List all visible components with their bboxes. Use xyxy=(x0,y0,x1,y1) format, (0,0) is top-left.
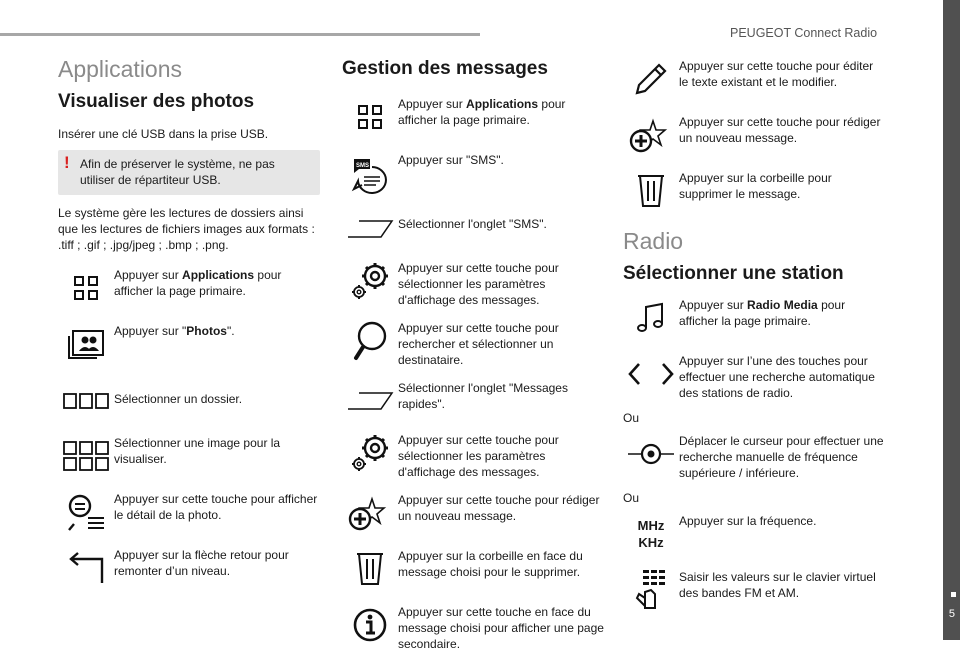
step-text: Appuyer sur Applications pour afficher la page primaire. xyxy=(398,97,566,127)
warning-icon: ! xyxy=(64,153,70,172)
subtitle-photos: Visualiser des photos xyxy=(58,91,255,112)
step-row xyxy=(58,321,320,367)
step-text: Appuyer sur la fréquence. xyxy=(679,514,817,528)
search-list-icon xyxy=(58,489,114,535)
step-row xyxy=(342,150,604,196)
step-row xyxy=(623,295,885,341)
section-title-applications: Applications xyxy=(58,56,183,82)
step-text: Appuyer sur cette touche pour rechercher et sélectionner un destinataire. xyxy=(398,321,559,367)
step-text: Saisir les valeurs sur le clavier virtuel des bandes FM et AM. xyxy=(679,570,876,600)
mhz-label: MHz xyxy=(637,518,665,533)
step-row xyxy=(623,567,885,613)
page-number: 5 xyxy=(948,608,955,620)
step-row xyxy=(58,265,320,311)
step-text: Appuyer sur "Photos". xyxy=(114,324,235,338)
images-grid-icon xyxy=(58,433,114,479)
usb-intro: Insérer une clé USB dans la prise USB. xyxy=(58,127,269,141)
photos-icon xyxy=(58,321,114,367)
step-text: Appuyer sur cette touche pour sélectionner les paramètres d'affichage des messages. xyxy=(398,261,559,307)
chevrons-icon xyxy=(623,351,679,397)
section-title-radio: Radio xyxy=(623,228,684,254)
step-row xyxy=(623,112,885,158)
subtitle-messages: Gestion des messages xyxy=(342,58,548,79)
info-icon xyxy=(342,602,398,648)
step-row xyxy=(623,431,885,481)
step-row xyxy=(342,602,604,652)
step-row xyxy=(623,56,885,102)
step-text: Appuyer sur cette touche en face du message choisi pour afficher une page secondaire. xyxy=(398,605,604,651)
column-photos xyxy=(58,50,320,601)
step-text: Appuyer sur la corbeille en face du message choisi pour le supprimer. xyxy=(398,549,583,579)
step-text: Appuyer sur la corbeille pour supprimer le message. xyxy=(679,171,832,201)
manual-title: PEUGEOT Connect Radio xyxy=(730,26,878,40)
column-radio xyxy=(623,56,885,623)
grid-icon xyxy=(342,94,398,140)
step-text: Appuyer sur cette touche pour sélectionner les paramètres d'affichage des messages. xyxy=(398,433,559,479)
step-text: Appuyer sur Radio Media pour afficher la page primaire. xyxy=(679,298,846,328)
tab-icon xyxy=(342,206,398,252)
step-row xyxy=(342,206,604,252)
or-label: Ou xyxy=(623,491,640,505)
step-text: Appuyer sur "SMS". xyxy=(398,153,504,167)
folders-icon xyxy=(58,377,114,423)
step-row xyxy=(58,433,320,479)
search-icon xyxy=(342,318,398,364)
step-row xyxy=(342,546,604,592)
grid-icon xyxy=(58,265,114,311)
music-note-icon xyxy=(623,295,679,341)
step-text: Appuyer sur l’une des touches pour effectuer une recherche automatique des stations de radio. xyxy=(679,354,875,400)
khz-label: KHz xyxy=(638,535,664,550)
svg-text:SMS: SMS xyxy=(356,163,370,169)
step-text: Appuyer sur cette touche pour rédiger un nouveau message. xyxy=(679,115,881,145)
column-messages xyxy=(342,50,604,662)
page-marker xyxy=(951,592,956,597)
trash-icon xyxy=(623,168,679,214)
step-text: Sélectionner un dossier. xyxy=(114,392,243,406)
new-message-icon xyxy=(623,112,679,158)
warning-note xyxy=(58,150,320,195)
subtitle-station: Sélectionner une station xyxy=(623,263,844,284)
step-text: Sélectionner une image pour la visualiser. xyxy=(114,436,281,466)
settings-icon xyxy=(342,430,398,476)
step-row xyxy=(342,490,604,536)
step-text: Appuyer sur cette touche pour rédiger un nouveau message. xyxy=(398,493,600,523)
step-row xyxy=(58,377,320,423)
settings-icon xyxy=(342,258,398,304)
step-text: Déplacer le curseur pour effectuer une recherche manuelle de fréquence supérieure / inférieure. xyxy=(679,434,884,480)
step-row xyxy=(58,489,320,535)
back-arrow-icon xyxy=(58,545,114,591)
tab-icon xyxy=(342,378,398,424)
warning-text: Afin de préserver le système, ne pas utiliser de répartiteur USB. xyxy=(80,157,275,187)
slider-icon xyxy=(623,431,679,477)
step-row xyxy=(58,545,320,591)
step-text: Appuyer sur Applications pour afficher la page primaire. xyxy=(114,268,282,298)
step-text: Appuyer sur la flèche retour pour remonter d’un niveau. xyxy=(114,548,289,578)
new-message-icon xyxy=(342,490,398,536)
step-row xyxy=(342,430,604,480)
step-text: Sélectionner l'onglet "SMS". xyxy=(398,217,547,231)
or-label: Ou xyxy=(623,411,640,425)
step-row xyxy=(342,94,604,140)
step-row xyxy=(342,318,604,368)
keypad-icon xyxy=(623,567,679,613)
page-sidebar xyxy=(943,0,960,640)
step-row xyxy=(623,351,885,401)
pencil-icon xyxy=(623,56,679,102)
step-text: Sélectionner l'onglet "Messages rapides". xyxy=(398,381,568,411)
trash-icon xyxy=(342,546,398,592)
step-text: Appuyer sur cette touche pour afficher le détail de la photo. xyxy=(114,492,318,522)
step-row xyxy=(623,168,885,214)
step-text: Appuyer sur cette touche pour éditer le texte existant et le modifier. xyxy=(679,59,874,89)
header-rule xyxy=(0,33,480,36)
step-row xyxy=(342,378,604,424)
sms-icon xyxy=(342,150,398,196)
mhz-khz-icon xyxy=(623,511,679,557)
formats-paragraph: Le système gère les lectures de dossiers ainsi que les lectures de fichiers images aux formats : .tiff ; .gif ; .jpg/jpeg ; .bmp ; .png. xyxy=(58,206,315,252)
step-row xyxy=(623,511,885,557)
step-row xyxy=(342,258,604,308)
